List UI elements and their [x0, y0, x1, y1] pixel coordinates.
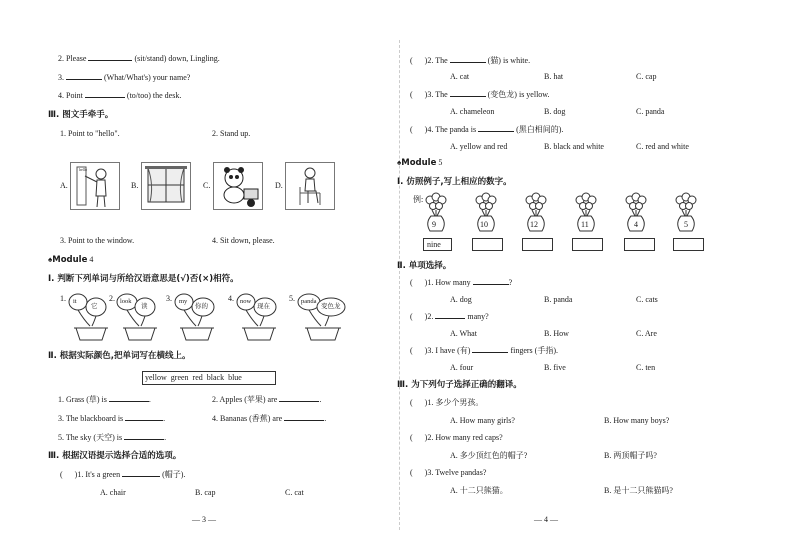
window-illustration: [142, 163, 190, 209]
answer-box[interactable]: [572, 238, 603, 251]
answer-blank[interactable]: [435, 318, 465, 319]
option-c[interactable]: C. Are: [636, 329, 657, 338]
answer-box[interactable]: [472, 238, 503, 251]
translation-question-2: ( )2. How many red caps?: [410, 433, 503, 442]
chinese-word: 读: [141, 303, 148, 310]
option-a[interactable]: A. dog: [450, 295, 472, 304]
item-number: 5.: [289, 294, 295, 303]
option-c[interactable]: C. panda: [636, 107, 665, 116]
match-prompt-1: 1. Point to "hello".: [60, 129, 120, 138]
item-number: 2.: [109, 294, 115, 303]
match-prompt-2: 2. Stand up.: [212, 129, 251, 138]
single-choice-3: ( )3. I have (有) fingers (手指).: [410, 346, 558, 355]
spade-icon: ♠: [48, 255, 53, 264]
svg-text:hello: hello: [79, 167, 87, 172]
answer-blank[interactable]: [450, 62, 486, 63]
boy-pointing-illustration: [71, 163, 119, 209]
picture-boy-pointing[interactable]: [70, 162, 120, 210]
page-number: — 3 —: [192, 515, 216, 524]
option-a[interactable]: A. yellow and red: [450, 142, 508, 151]
english-word: look: [120, 298, 132, 305]
answer-box[interactable]: [673, 238, 704, 251]
option-label-a: A.: [60, 181, 68, 190]
exercise-q3: 3. (What/What's) your name?: [58, 73, 191, 82]
option-label-d: D.: [275, 181, 283, 190]
answer-box[interactable]: [522, 238, 553, 251]
option-a[interactable]: A. chameleon: [450, 107, 495, 116]
exercise-q2: 2. Please (sit/stand) down, Lingling.: [58, 54, 220, 63]
answer-blank[interactable]: [88, 60, 132, 61]
english-word: it: [73, 298, 77, 305]
page-divider: [399, 40, 400, 530]
module-4-heading: ♠Module 4: [48, 255, 94, 265]
section-title: Ⅲ. 为下列句子选择正确的翻译。: [397, 380, 522, 390]
option-label-b: B.: [131, 181, 139, 190]
section-title: Ⅲ. 根据汉语提示选择合适的选项。: [48, 451, 182, 461]
boy-sitting-illustration: [286, 163, 334, 209]
section-title: Ⅰ. 仿照例子,写上相应的数字。: [397, 177, 512, 187]
option-b[interactable]: B. How many boys?: [604, 416, 670, 425]
answer-blank[interactable]: [450, 96, 486, 97]
translation-question-3: ( )3. Twelve pandas?: [410, 468, 487, 477]
word-bank: [142, 371, 276, 385]
answer-blank[interactable]: [124, 439, 164, 440]
example-label: 例:: [413, 195, 424, 204]
section-title: Ⅰ. 判断下列单词与所给汉语意思是(√)否(×)相符。: [48, 274, 239, 284]
chinese-word: 它: [91, 303, 98, 310]
english-word: now: [240, 298, 252, 305]
answer-blank[interactable]: [279, 401, 319, 402]
section-title: Ⅱ. 单项选择。: [397, 261, 452, 271]
vase-number: 10: [480, 220, 488, 229]
option-b[interactable]: B. How: [544, 329, 569, 338]
answer-blank[interactable]: [122, 476, 160, 477]
color-question-4: 4. Bananas (香蕉) are .: [212, 414, 327, 423]
option-b[interactable]: B. cap: [195, 488, 216, 497]
match-prompt-4: 4. Sit down, please.: [212, 236, 275, 245]
color-question-5: 5. The sky (天空) is .: [58, 433, 167, 442]
picture-window[interactable]: [141, 162, 191, 210]
flower-vase-illustration: [423, 192, 449, 232]
option-c[interactable]: C. cats: [636, 295, 658, 304]
option-a[interactable]: A. chair: [100, 488, 126, 497]
english-word: my: [179, 298, 188, 305]
mc-question-2: ( )2. The (猫) is white.: [410, 56, 531, 65]
option-c[interactable]: C. ten: [636, 363, 656, 372]
section-title: Ⅱ. 根据实际颜色,把单词写在横线上。: [48, 351, 191, 361]
answer-blank[interactable]: [125, 420, 163, 421]
option-a[interactable]: A. four: [450, 363, 474, 372]
option-a[interactable]: A. What: [450, 329, 477, 338]
single-choice-2: ( )2. many?: [410, 312, 489, 321]
mc-question-3: ( )3. The (变色龙) is yellow.: [410, 90, 550, 99]
option-a[interactable]: A. 十二只熊猫。: [450, 486, 508, 495]
module-5-heading: ♠Module 5: [397, 158, 443, 168]
chinese-word: 现在: [257, 303, 270, 310]
picture-boy-sitting[interactable]: [285, 162, 335, 210]
item-number: 4.: [228, 294, 234, 303]
item-number: 3.: [166, 294, 172, 303]
color-question-2: 2. Apples (苹果) are .: [212, 395, 322, 404]
option-a[interactable]: A. How many girls?: [450, 416, 515, 425]
option-b[interactable]: B. five: [544, 363, 566, 372]
exercise-q4: 4. Point (to/too) the desk.: [58, 91, 182, 100]
option-a[interactable]: A. 多少顶红色的帽子?: [450, 451, 528, 460]
option-b[interactable]: B. black and white: [544, 142, 604, 151]
option-b[interactable]: B. dog: [544, 107, 566, 116]
panda-illustration: [214, 163, 262, 209]
chinese-word: 你的: [195, 303, 208, 310]
option-b[interactable]: B. 两顶帽子吗?: [604, 451, 657, 460]
english-word: panda: [301, 298, 317, 305]
spade-icon: ♠: [397, 158, 402, 167]
option-c[interactable]: C. cap: [636, 72, 657, 81]
option-c[interactable]: C. red and white: [636, 142, 689, 151]
match-prompt-3: 3. Point to the window.: [60, 236, 135, 245]
option-b[interactable]: B. hat: [544, 72, 564, 81]
example-answer: nine: [427, 240, 441, 249]
option-label-c: C.: [203, 181, 211, 190]
vase-number: 4: [634, 220, 638, 229]
translation-question-1: ( )1. 多少个男孩。: [410, 398, 484, 407]
word-bank-text: yellow green red black blue: [145, 373, 242, 382]
answer-blank[interactable]: [473, 284, 509, 285]
option-b[interactable]: B. 是十二只熊猫吗?: [604, 486, 673, 495]
mc-question-1: ( )1. It's a green (帽子).: [60, 470, 186, 479]
answer-box[interactable]: [624, 238, 655, 251]
item-number: 1.: [60, 294, 66, 303]
single-choice-1: ( )1. How many ?: [410, 278, 513, 287]
vase-number: 5: [684, 220, 688, 229]
mc-question-4: ( )4. The panda is (黑白相间的).: [410, 125, 564, 134]
answer-blank[interactable]: [109, 401, 149, 402]
answer-blank[interactable]: [472, 352, 508, 353]
color-question-3: 3. The blackboard is .: [58, 414, 166, 423]
answer-blank[interactable]: [66, 79, 102, 80]
answer-blank[interactable]: [284, 420, 324, 421]
chinese-word: 变色龙: [321, 303, 341, 310]
vase-number: 9: [432, 220, 436, 229]
vase-number: 11: [581, 220, 589, 229]
option-a[interactable]: A. cat: [450, 72, 470, 81]
page-number: — 4 —: [534, 515, 558, 524]
answer-blank[interactable]: [85, 97, 125, 98]
picture-panda-desk[interactable]: [213, 162, 263, 210]
color-question-1: 1. Grass (草) is .: [58, 395, 151, 404]
option-c[interactable]: C. cat: [285, 488, 304, 497]
option-b[interactable]: B. panda: [544, 295, 573, 304]
answer-blank[interactable]: [478, 131, 514, 132]
section-title: Ⅲ. 图文手牵手。: [48, 110, 114, 120]
example-answer-box: [423, 238, 452, 251]
vase-number: 12: [530, 220, 538, 229]
